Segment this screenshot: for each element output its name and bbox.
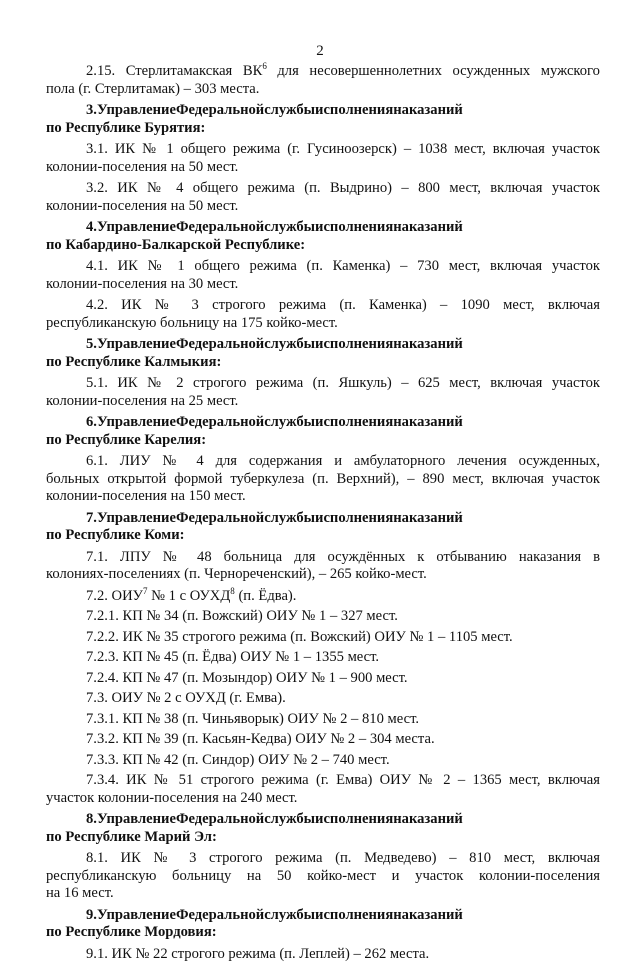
item-4-1: 4.1. ИК № 1 общего режима (п. Каменка) – 730 мест, включая участок колонии-поселения на 30 мест.: [46, 258, 600, 292]
section-heading-4: 4.УправлениеФедеральнойслужбыисполнениянаказаний по Кабардино-Балкарской Республике:: [46, 219, 463, 253]
section-heading-6: 6.УправлениеФедеральнойслужбыисполнениянаказаний по Республике Карелия:: [46, 414, 463, 448]
item-6-1: 6.1. ЛИУ № 4 для содержания и амбулаторного лечения осужденных, больных открытой формой туберкулеза (п. Верхний), – 890 мест, включая участок колонии-поселения на 150 мест.: [46, 453, 600, 504]
footnote-ref-7[interactable]: 7: [142, 585, 148, 596]
item-4-2: 4.2. ИК № 3 строгого режима (п. Каменка) – 1090 мест, включая республиканскую больницу на 175 койко-мест.: [46, 297, 600, 331]
item-3-1: 3.1. ИК № 1 общего режима (г. Гусиноозерск) – 1038 мест, включая участок колонии-поселения на 50 мест.: [46, 141, 600, 175]
item-7-2-3: 7.2.3. КП № 45 (п. Ёдва) ОИУ № 1 – 1355 мест.: [86, 649, 380, 665]
item-7-2: 7.2. ОИУ$^7$ № 1 с ОУХД$^8$ (п. Ёдва).: [86, 585, 297, 604]
item-7-3-2: 7.3.2. КП № 39 (п. Касьян-Кедва) ОИУ № 2 – 304 места.: [86, 731, 435, 747]
item-5-1: 5.1. ИК № 2 строгого режима (п. Яшкуль) – 625 мест, включая участок колонии-поселения на 25 мест.: [46, 375, 600, 409]
item-8-1: 8.1. ИК № 3 строгого режима (п. Медведево) – 810 мест, включая республиканскую больницу на 50 койко-мест и участок колонии-поселения на 16 мест.: [46, 850, 600, 901]
item-7-3: 7.3. ОИУ № 2 с ОУХД (г. Емва).: [86, 690, 286, 706]
item-7-3-3: 7.3.3. КП № 42 (п. Синдор) ОИУ № 2 – 740 мест.: [86, 751, 390, 768]
section-heading-5: 5.УправлениеФедеральнойслужбыисполнениянаказаний по Республике Калмыкия:: [46, 336, 463, 370]
section-heading-7: 7.УправлениеФедеральнойслужбыисполнениянаказаний по Республике Коми:: [46, 509, 463, 543]
item-3-2: 3.2. ИК № 4 общего режима (п. Выдрино) – 800 мест, включая участок колонии-поселения на 50 мест.: [46, 180, 600, 214]
document-body: [46, 63, 600, 966]
item-7-2-1: 7.2.1. КП № 34 (п. Вожский) ОИУ № 1 – 327 мест.: [86, 608, 398, 624]
footnote-ref-6[interactable]: 6: [262, 61, 267, 72]
section-heading-8: 8.УправлениеФедеральнойслужбыисполнениянаказаний по Республике Марий Эл:: [46, 811, 463, 845]
section-heading-9: 9.УправлениеФедеральнойслужбыисполнениянаказаний по Республике Мордовия:: [46, 906, 463, 940]
item-9-1: 9.1. ИК № 22 строгого режима (п. Леплей) – 262 места.: [86, 945, 430, 962]
item-7-3-1: 7.3.1. КП № 38 (п. Чиньяворык) ОИУ № 2 – 810 мест.: [86, 710, 419, 727]
item-7-3-4: 7.3.4. ИК № 51 строгого режима (г. Емва) ОИУ № 2 – 1365 мест, включая участок колонии-поселения на 240 мест.: [46, 772, 600, 806]
footnote-ref-8[interactable]: 8: [230, 585, 235, 596]
item-7-2-4: 7.2.4. КП № 47 (п. Мозындор) ОИУ № 1 – 900 мест.: [86, 669, 408, 686]
page-number: 2: [316, 43, 324, 59]
item-2-15: 2.15. Стерлитамакская $ВК^6$ для несовершеннолетних осужденных мужского пола (г. Стерлитамак) – 303 места.: [46, 61, 600, 97]
item-7-1: 7.1. ЛПУ № 48 больница для осуждённых к отбыванию наказания в колониях-поселениях (п. Чернореченский), – 265 койко-мест.: [46, 548, 600, 582]
item-7-2-2: 7.2.2. ИК № 35 строгого режима (п. Вожский) ОИУ № 1 – 1105 мест.: [86, 628, 513, 645]
section-heading-3: 3.УправлениеФедеральнойслужбыисполнениянаказаний по Республике Бурятия:: [46, 102, 463, 136]
